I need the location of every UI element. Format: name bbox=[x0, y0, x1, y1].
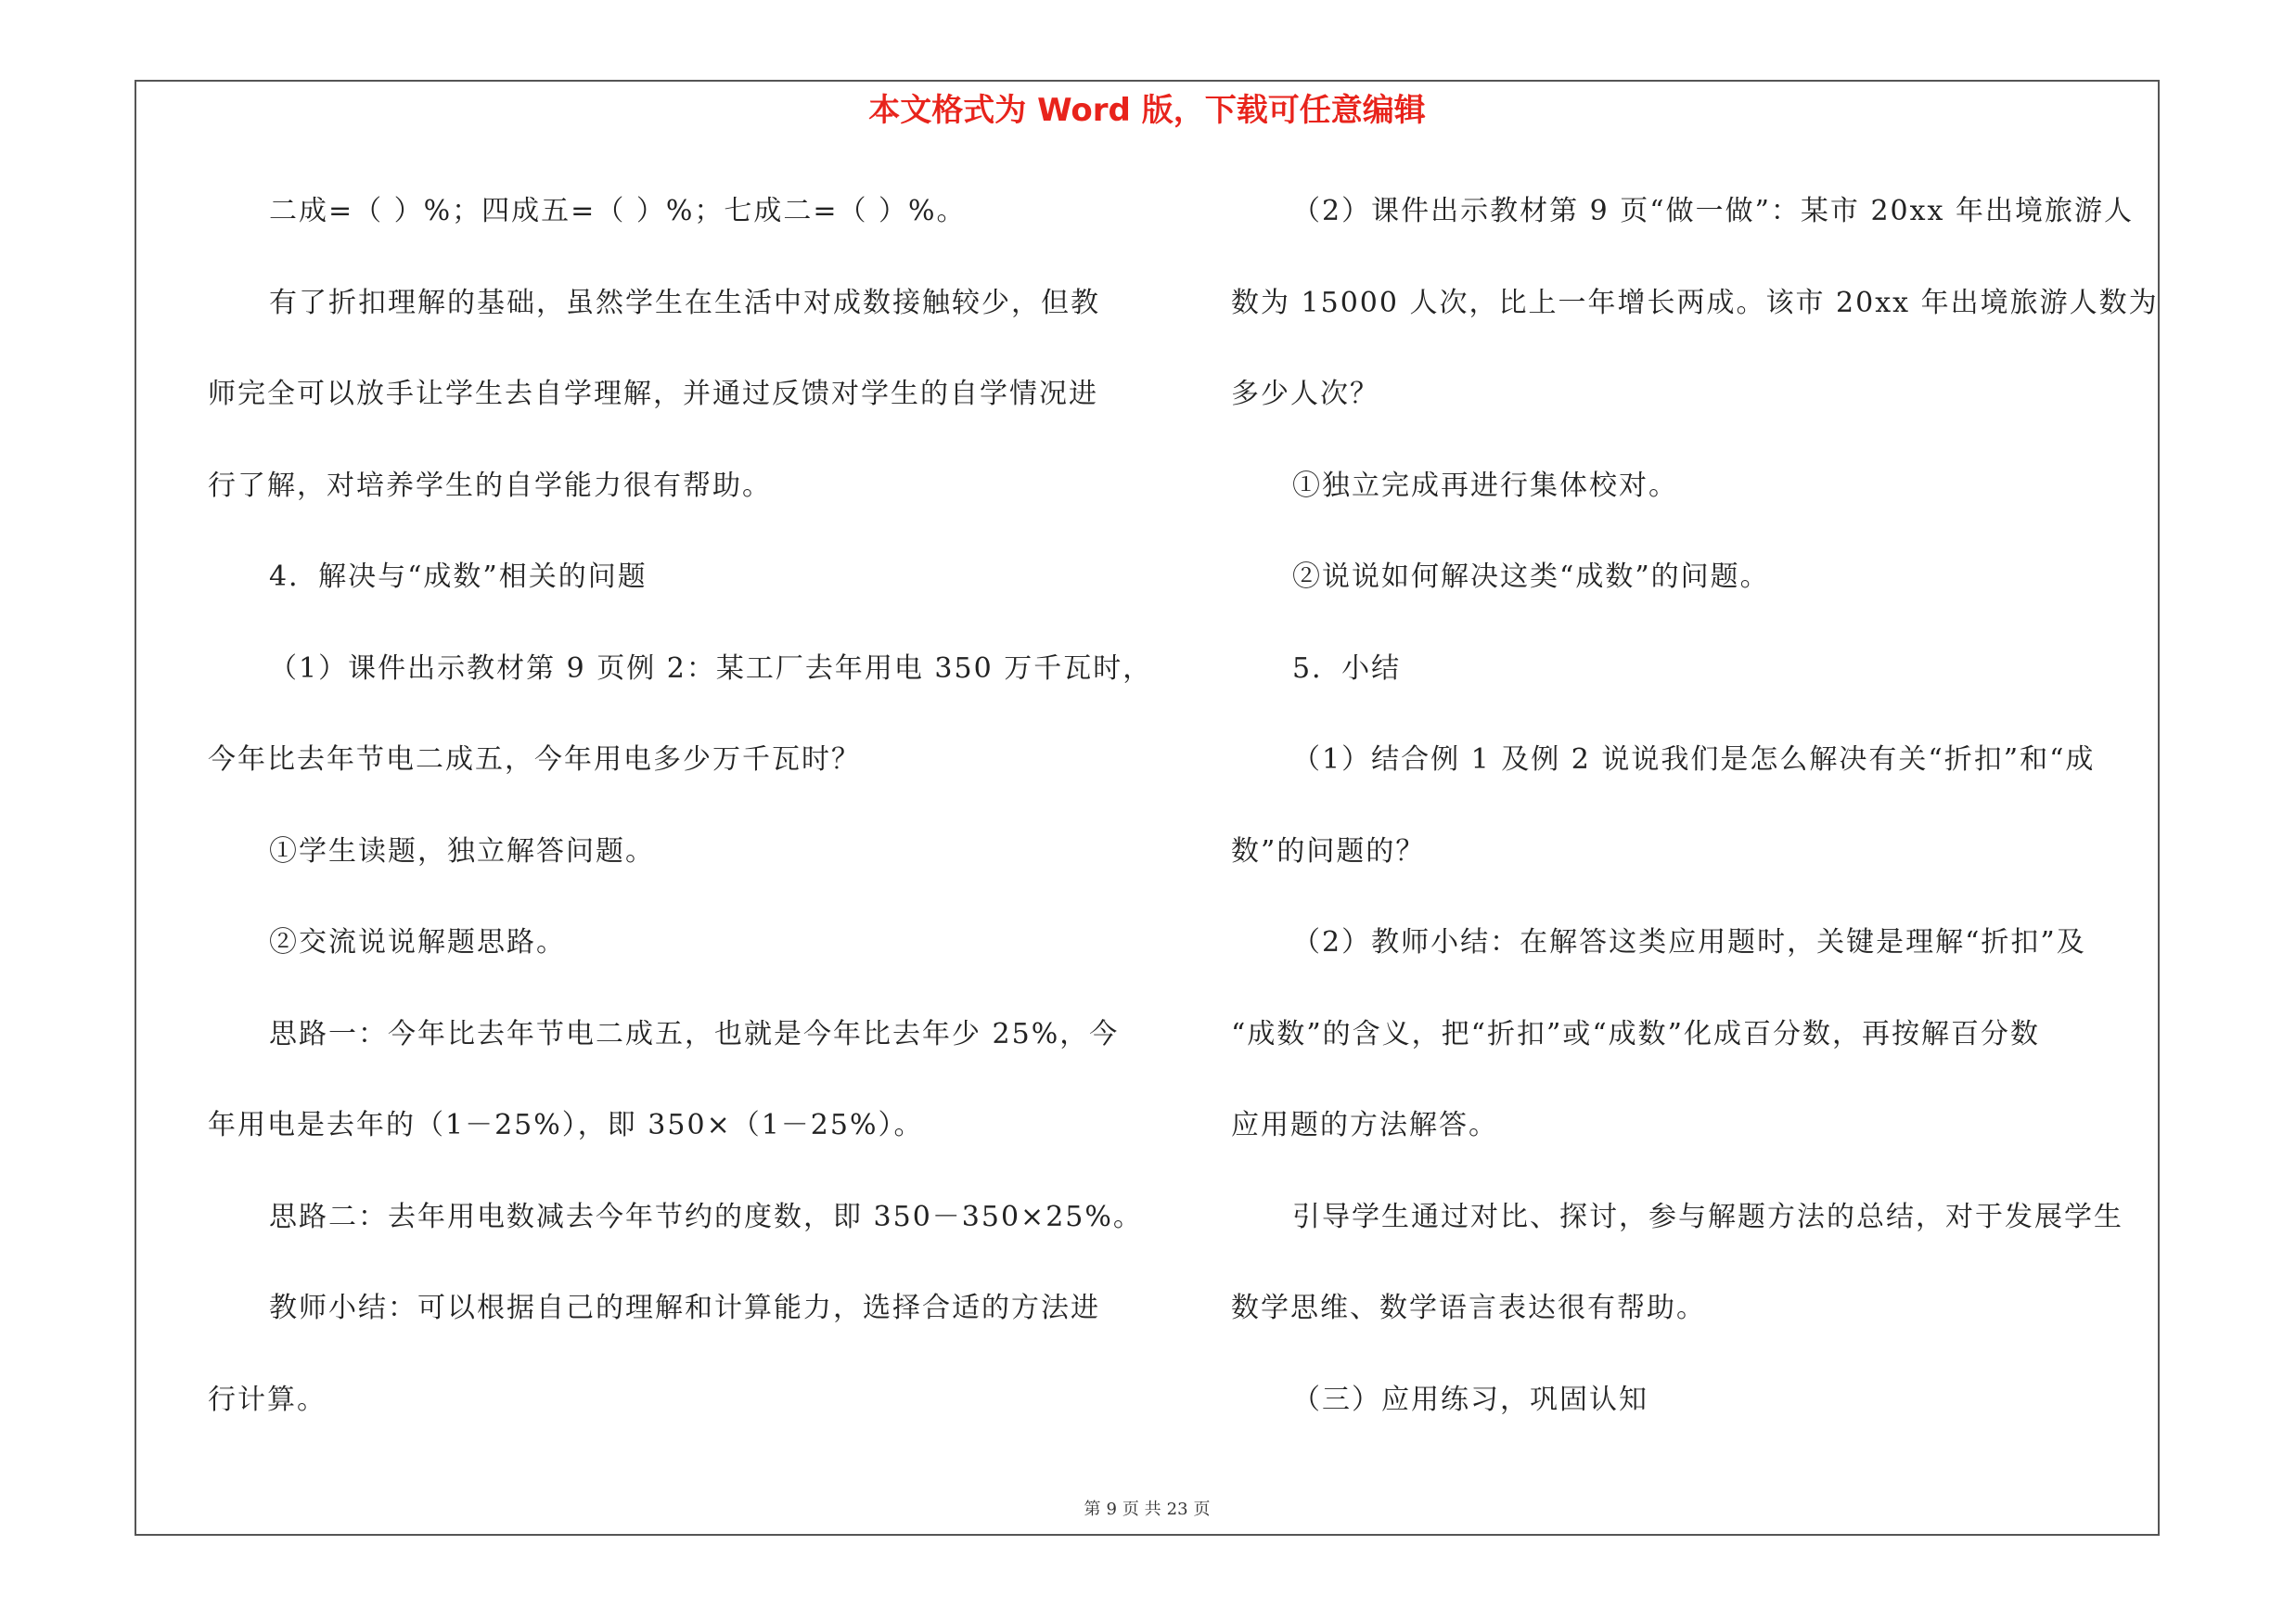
paragraph-line: 引导学生通过对比、探讨，参与解题方法的总结，对于发展学生 bbox=[1292, 1200, 2123, 1233]
document-page bbox=[135, 80, 2160, 1536]
left-column bbox=[208, 193, 1153, 1473]
paragraph-line: ②说说如何解决这类“成数”的问题。 bbox=[1292, 560, 1770, 593]
paragraph-line: 行了解，对培养学生的自学能力很有帮助。 bbox=[208, 469, 772, 502]
total-pages: 23 bbox=[1166, 1500, 1188, 1519]
paragraph-line: 数为 15000 人次，比上一年增长两成。该市 20xx 年出境旅游人数为 bbox=[1231, 286, 2159, 319]
page-footer bbox=[136, 1496, 2158, 1520]
paragraph-line: 应用题的方法解答。 bbox=[1231, 1109, 1498, 1141]
paragraph-line: 数学思维、数学语言表达很有帮助。 bbox=[1231, 1292, 1706, 1324]
paragraph-line: 有了折扣理解的基础，虽然学生在生活中对成数接触较少，但教 bbox=[269, 286, 1100, 319]
paragraph-line: 思路二：去年用电数减去今年节约的度数，即 350－350×25%。 bbox=[269, 1200, 1143, 1233]
right-column bbox=[1231, 193, 2159, 1473]
paragraph-line: 年用电是去年的（1－25%），即 350×（1－25%）。 bbox=[208, 1109, 924, 1141]
footer-prefix: 第 bbox=[1084, 1500, 1101, 1519]
paragraph-line: ①学生读题，独立解答问题。 bbox=[269, 834, 655, 868]
word-format-banner: 本文格式为 Word 版，下载可任意编辑 bbox=[868, 92, 1426, 129]
page-number: 9 bbox=[1106, 1500, 1117, 1519]
paragraph-line: 多少人次？ bbox=[1231, 378, 1379, 410]
section-heading: （三）应用练习，巩固认知 bbox=[1292, 1383, 1648, 1416]
paragraph-line: 行计算。 bbox=[208, 1383, 327, 1416]
paragraph-line: 今年比去年节电二成五，今年用电多少万千瓦时？ bbox=[208, 743, 861, 776]
paragraph-line: （2）教师小结：在解答这类应用题时，关键是理解“折扣”及 bbox=[1292, 926, 2086, 959]
paragraph-line: 师完全可以放手让学生去自学理解，并通过反馈对学生的自学情况进 bbox=[208, 378, 1098, 410]
paragraph-line: 教师小结：可以根据自己的理解和计算能力，选择合适的方法进 bbox=[269, 1292, 1100, 1324]
paragraph-line: 思路一：今年比去年节电二成五，也就是今年比去年少 25%，今 bbox=[269, 1017, 1120, 1050]
footer-middle: 页 共 bbox=[1122, 1500, 1161, 1519]
paragraph-line: ①独立完成再进行集体校对。 bbox=[1292, 469, 1678, 502]
footer-suffix: 页 bbox=[1193, 1500, 1211, 1519]
section-heading: 4．解决与“成数”相关的问题 bbox=[269, 560, 648, 593]
section-heading: 5．小结 bbox=[1292, 651, 1402, 685]
paragraph-line: ②交流说说解题思路。 bbox=[269, 926, 566, 959]
paragraph-line: 二成=（ ）%；四成五=（ ）%；七成二=（ ）%。 bbox=[269, 195, 967, 227]
paragraph-line: （1）课件出示教材第 9 页例 2：某工厂去年用电 350 万千瓦时， bbox=[269, 651, 1153, 685]
paragraph-line: （1）结合例 1 及例 2 说说我们是怎么解决有关“折扣”和“成 bbox=[1292, 743, 2096, 776]
paragraph-line: “成数”的含义，把“折扣”或“成数”化成百分数，再按解百分数 bbox=[1231, 1017, 2041, 1050]
paragraph-line: 数”的问题的？ bbox=[1231, 834, 1426, 868]
paragraph-line: （2）课件出示教材第 9 页“做一做”：某市 20xx 年出境旅游人 bbox=[1292, 195, 2135, 227]
